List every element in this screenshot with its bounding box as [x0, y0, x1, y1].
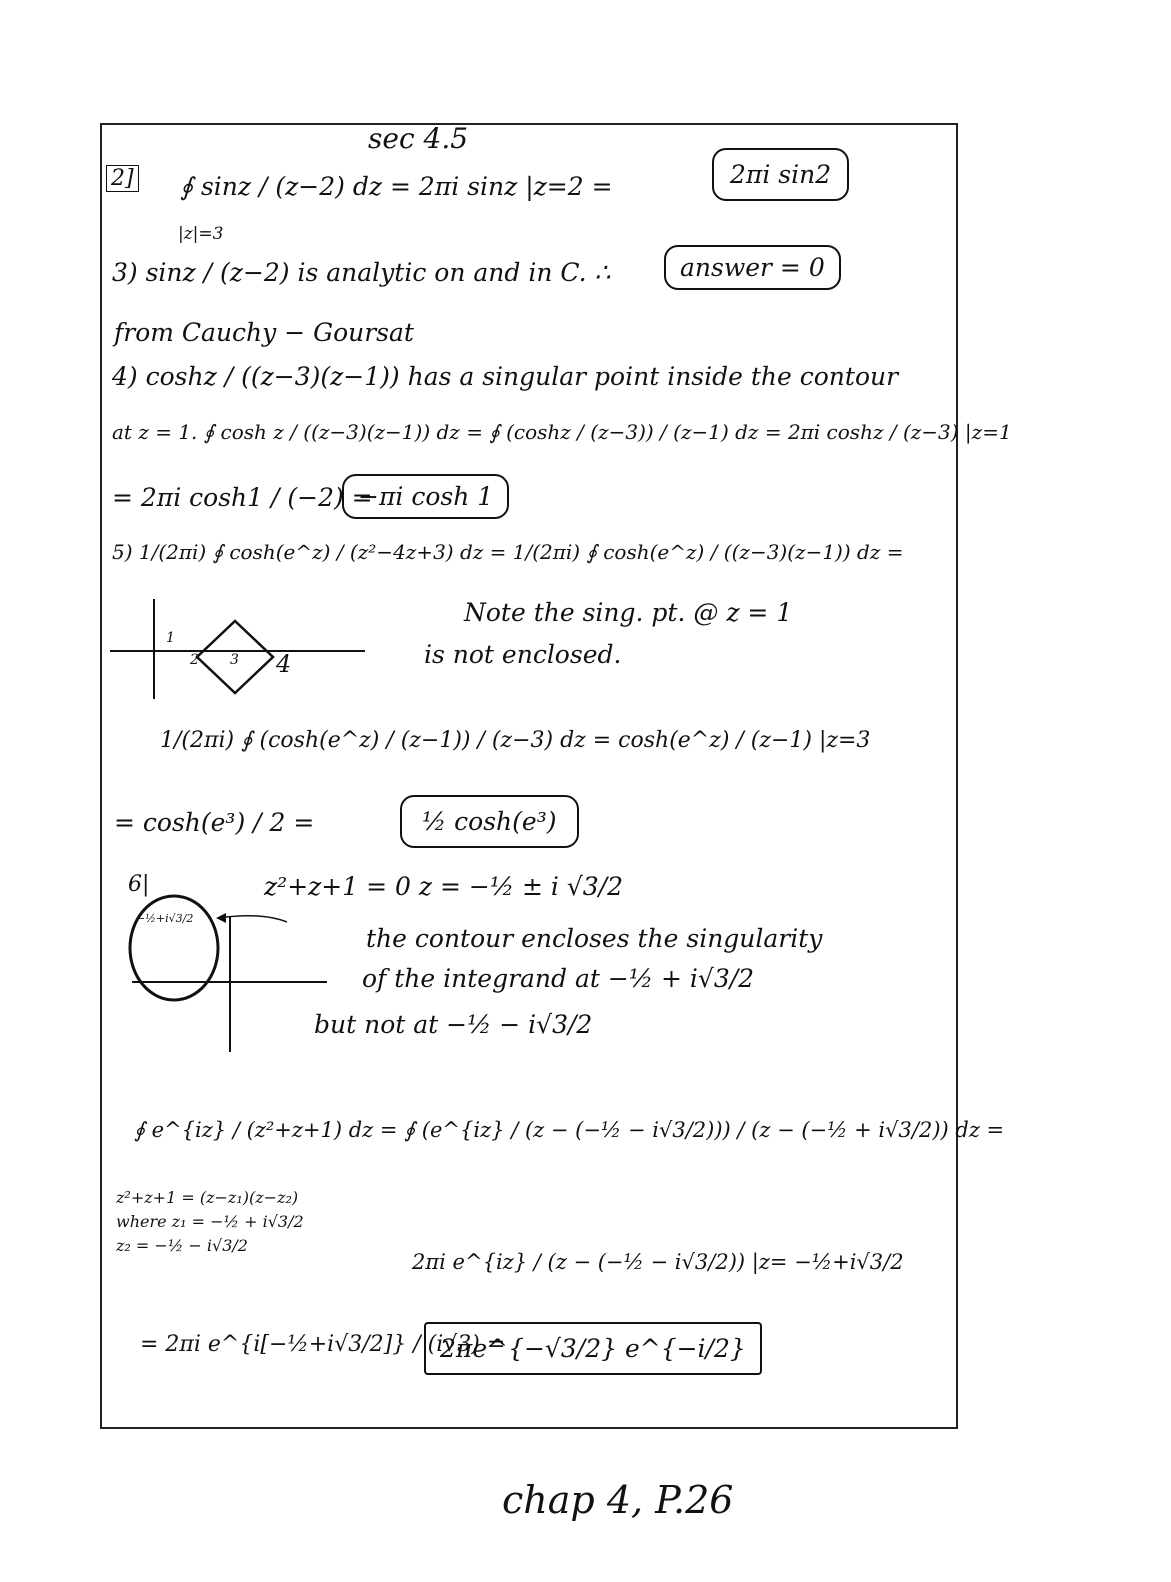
problem-6-factor1: z²+z+1 = (z−z₁)(z−z₂): [116, 1188, 299, 1207]
problem-4-answer-box: −πi cosh 1: [342, 474, 509, 519]
problem-6-text1: the contour encloses the singularity: [366, 924, 823, 953]
problem-6-sketch-label: −½+i√3/2: [136, 912, 194, 925]
problem-5-note2: is not enclosed.: [424, 640, 622, 669]
problem-5-answer-box: ½ cosh(e³): [400, 795, 579, 848]
page-footer: chap 4, P.26: [502, 1478, 734, 1522]
problem-3-line1: 3) sinz / (z−2) is analytic on and in C. ∴: [112, 258, 611, 287]
problem-6-text2: of the integrand at −½ + i√3/2: [362, 964, 755, 993]
problem-5-contour-sketch: [110, 595, 380, 705]
problem-4-line1: 4) coshz / ((z−3)(z−1)) has a singular point inside the contour: [112, 362, 899, 391]
problem-4-line2: at z = 1. ∮ cosh z / ((z−3)(z−1)) dz = ∮ (coshz / (z−3)) / (z−1) dz = 2πi coshz / (z−3) |z=1: [112, 420, 1012, 444]
section-heading: sec 4.5: [368, 122, 469, 155]
problem-2-label: 2]: [106, 165, 139, 192]
problem-6-label: 6|: [128, 872, 150, 897]
problem-3-line2: from Cauchy − Goursat: [114, 318, 414, 347]
problem-6-factor3: z₂ = −½ − i√3/2: [116, 1236, 248, 1255]
problem-6-answer-box: 2πe^{−√3/2} e^{−i/2}: [424, 1322, 762, 1375]
problem-6-equation: z²+z+1 = 0 z = −½ ± i √3/2: [264, 872, 623, 901]
problem-2-integral: ∮ sinz / (z−2) dz = 2πi sinz |z=2 =: [180, 172, 613, 201]
sketch-label-3: 3: [230, 652, 239, 668]
problem-5-line1: 5) 1/(2πi) ∮ cosh(e^z) / (z²−4z+3) dz = 1/(2πi) ∮ cosh(e^z) / ((z−3)(z−1)) dz =: [112, 540, 904, 564]
problem-5-line2: 1/(2πi) ∮ (cosh(e^z) / (z−1)) / (z−3) dz = cosh(e^z) / (z−1) |z=3: [160, 728, 871, 753]
problem-6-eval: 2πi e^{iz} / (z − (−½ − i√3/2)) |z= −½+i√3/2: [412, 1250, 904, 1274]
problem-2-contour: |z|=3: [178, 224, 224, 244]
problem-5-line3: = cosh(e³) / 2 =: [114, 808, 315, 837]
sketch-label-2: 2: [190, 652, 199, 668]
problem-6-factor2: where z₁ = −½ + i√3/2: [116, 1212, 304, 1231]
problem-6-text3: but not at −½ − i√3/2: [314, 1010, 593, 1039]
sketch-label-1: 1: [166, 630, 175, 646]
problem-6-integral: ∮ e^{iz} / (z²+z+1) dz = ∮ (e^{iz} / (z − (−½ − i√3/2))) / (z − (−½ + i√3/2)) dz =: [134, 1118, 1005, 1142]
sketch-label-4: 4: [276, 650, 292, 678]
problem-4-line3: = 2πi cosh1 / (−2) =: [112, 483, 373, 512]
problem-6-result: = 2πi e^{i[−½+i√3/2]} / (i√3) =: [140, 1332, 506, 1357]
problem-2-answer-box: 2πi sin2: [712, 148, 849, 201]
problem-5-note1: Note the sing. pt. @ z = 1: [464, 598, 793, 627]
problem-3-answer-box: answer = 0: [664, 245, 841, 290]
